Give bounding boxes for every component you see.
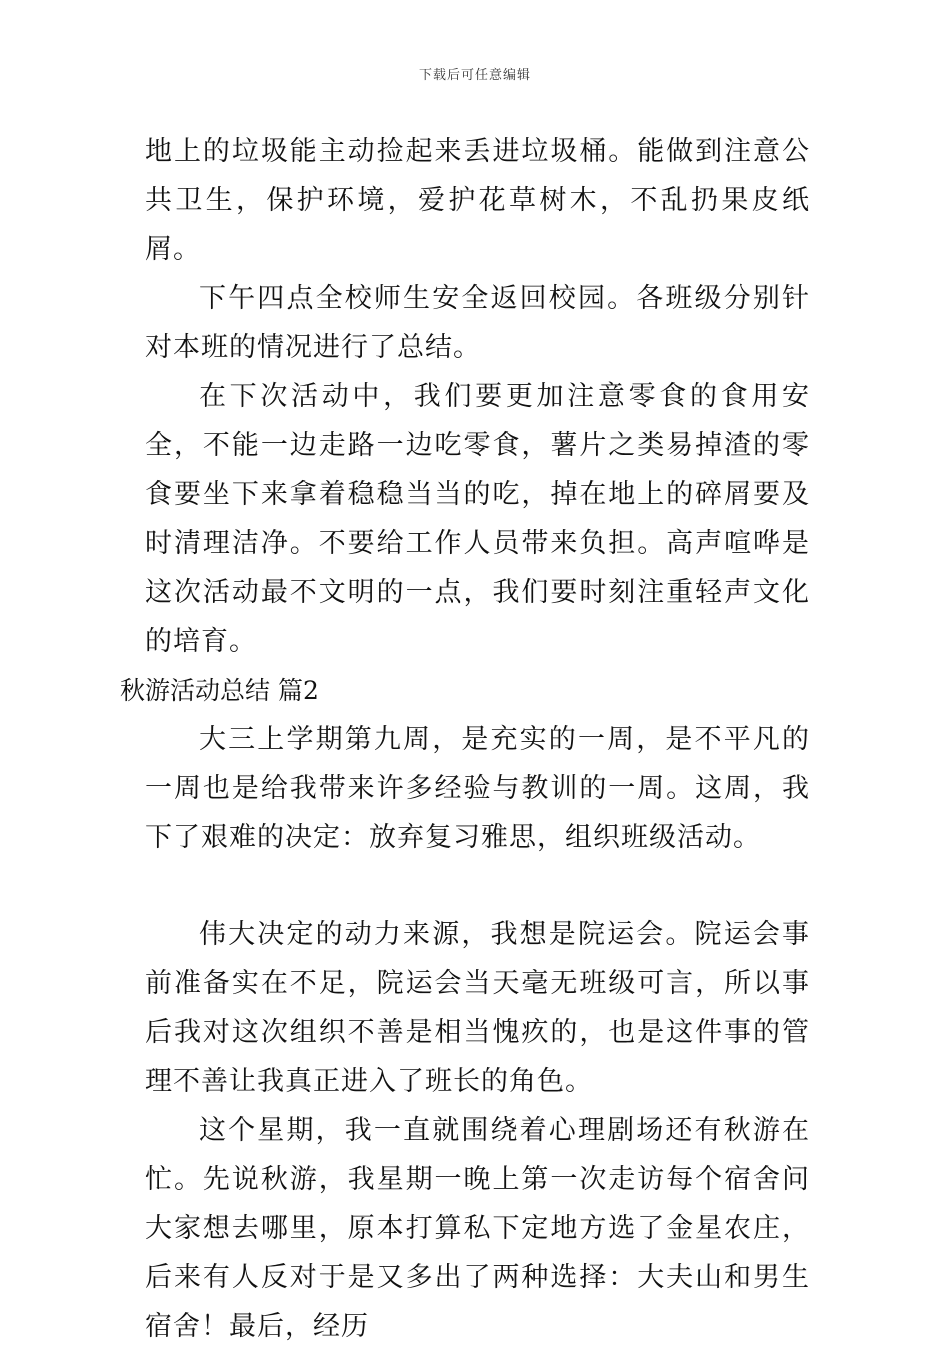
paragraph-this-week: 这个星期，我一直就围绕着心理剧场还有秋游在忙。先说秋游，我星期一晚上第一次走访每个宿舍问大家想去哪里，原本打算私下定地方选了金星农庄，后来有人反对于是又多出了两种选择：大夫山和男生宿舍！最后，经历 bbox=[145, 1115, 810, 1342]
paragraph-week-nine: 大三上学期第九周，是充实的一周，是不平凡的一周也是给我带来许多经验与教训的一周。这周，我下了艰难的决定：放弃复习雅思，组织班级活动。 bbox=[145, 724, 810, 853]
section-heading: 秋游活动总结 篇2 bbox=[120, 676, 319, 705]
paragraph-motivation: 伟大决定的动力来源，我想是院运会。院运会事前准备实在不足，院运会当天毫无班级可言，所以事后我对这次组织不善是相当愧疚的，也是这件事的管理不善让我真正进入了班长的角色。 bbox=[145, 919, 810, 1097]
paragraph-return: 下午四点全校师生安全返回校园。各班级分别针对本班的情况进行了总结。 bbox=[145, 283, 810, 363]
paragraph-gap bbox=[145, 862, 810, 910]
page-header: 下载后可任意编辑 bbox=[418, 68, 531, 83]
paragraph-next-time: 在下次活动中，我们要更加注意零食的食用安全，不能一边走路一边吃零食，薯片之类易掉渣的零食要坐下来拿着稳稳当当的吃，掉在地上的碎屑要及时清理洁净。不要给工作人员带来负担。高声喧哗是这次活动最不文明的一点，我们要时刻注重轻声文化的培育。 bbox=[145, 381, 810, 657]
paragraph-litter: 地上的垃圾能主动捡起来丢进垃圾桶。能做到注意公共卫生，保护环境，爱护花草树木，不乱扔果皮纸屑。 bbox=[145, 136, 810, 265]
document-body bbox=[120, 127, 810, 1351]
